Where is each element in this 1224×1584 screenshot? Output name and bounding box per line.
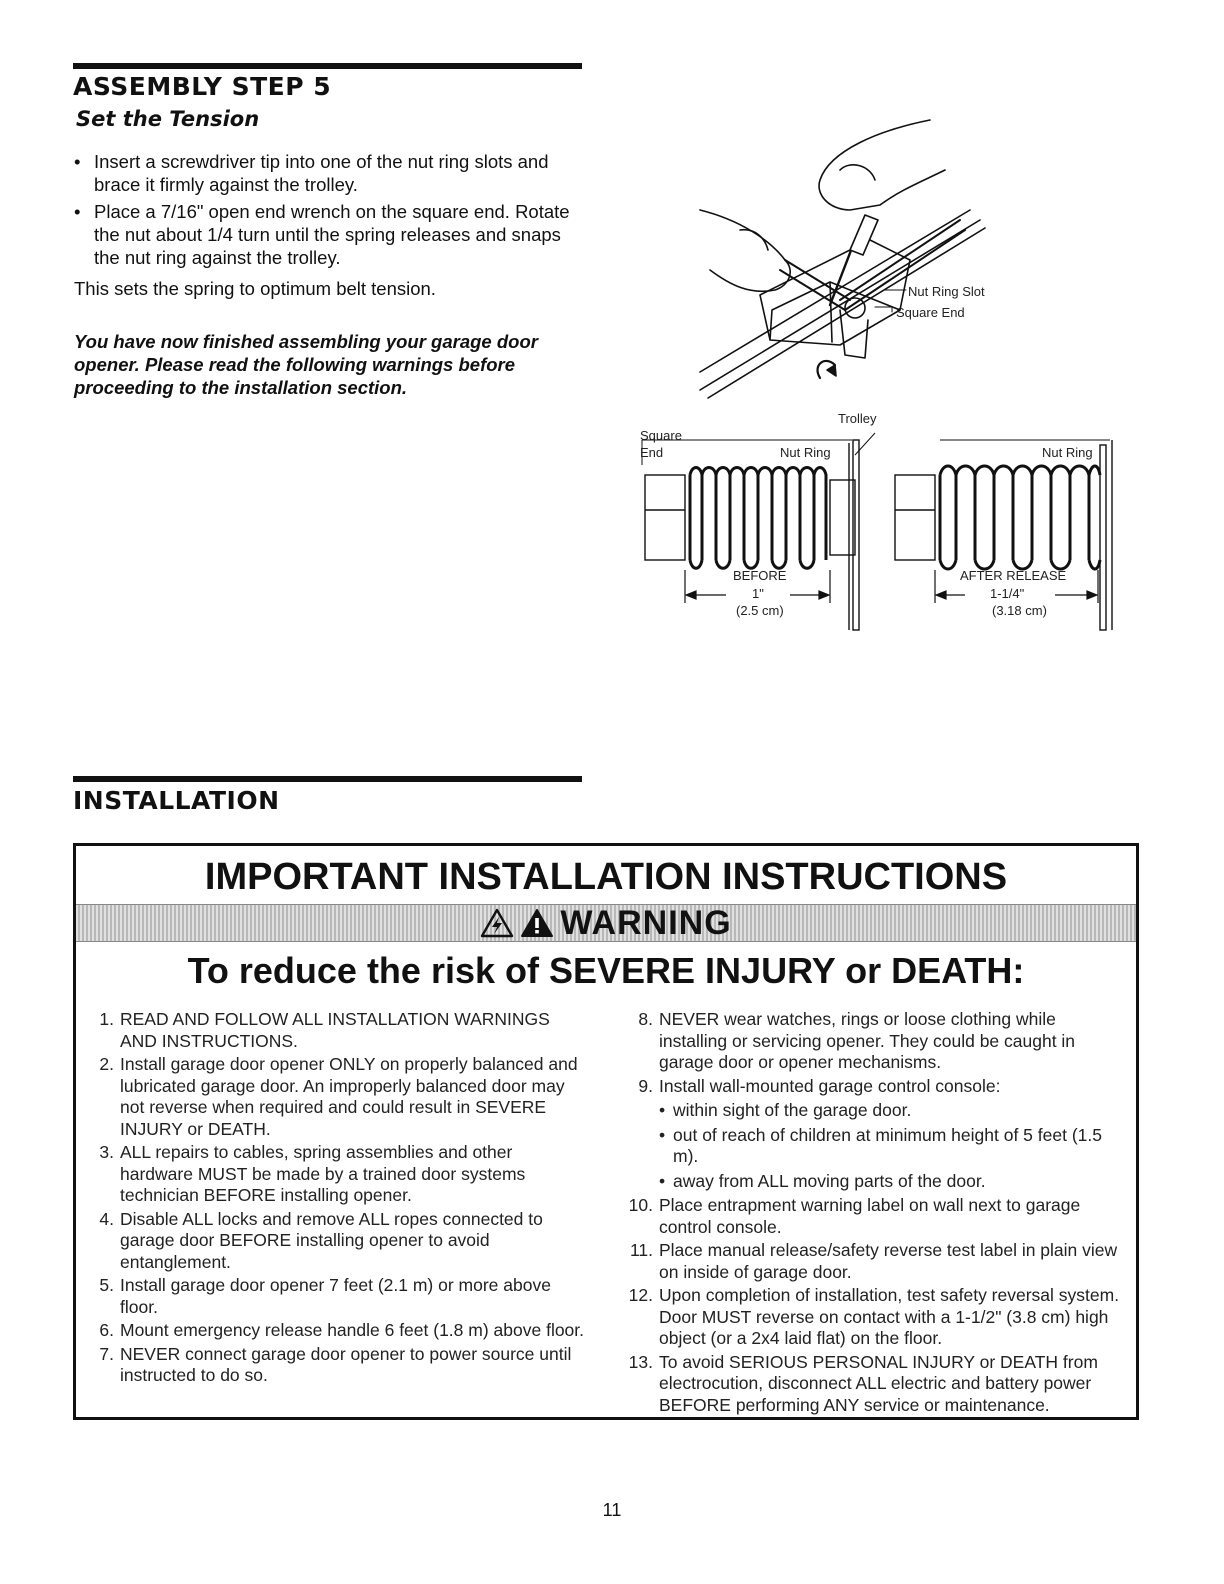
list-item: 5. Install garage door opener 7 feet (2.1 m) or more above floor. — [99, 1275, 551, 1317]
label-before-metric: (2.5 cm) — [736, 603, 784, 618]
warning-subtitle: To reduce the risk of SEVERE INJURY or DEATH: — [187, 950, 1025, 991]
section-rule-installation — [73, 776, 582, 782]
step-note: You have now finished assembling your garage door opener. Please read the following warnings before proceeding to the installation section. — [74, 331, 538, 398]
trolley-illustration — [680, 110, 1020, 410]
trolley-plate-before — [853, 440, 859, 630]
warning-box-title: IMPORTANT INSTALLATION INSTRUCTIONS — [204, 856, 1008, 898]
installation-heading: INSTALLATION — [73, 786, 280, 815]
step-bullet: • Insert a screwdriver tip into one of the nut ring slots and brace it firmly against the trolley. — [74, 150, 574, 196]
label-nut-ring-after: Nut Ring — [1042, 445, 1093, 460]
spring-diagram — [630, 405, 1130, 635]
list-item: 13. To avoid SERIOUS PERSONAL INJURY or DEATH from electrocution, disconnect ALL electric and battery power BEFORE performing ANY service or maintenance. — [628, 1351, 1098, 1415]
step-bullet: • Place a 7/16" open end wrench on the square end. Rotate the nut about 1/4 turn until the spring releases and snaps the nut ring against the trolley. — [74, 200, 574, 269]
warning-band — [76, 904, 1136, 942]
label-before-dim: 1" — [752, 586, 764, 601]
warning-label: WARNING — [560, 903, 732, 942]
warning-box — [73, 843, 1139, 1420]
list-item: 11. Place manual release/safety reverse test label in plain view on inside of garage door. — [629, 1240, 1118, 1282]
step-bullet-list — [74, 150, 574, 273]
list-item: 8. NEVER wear watches, rings or loose clothing while installing or servicing opener. They could be caught in garage door or opener mechanisms. — [638, 1009, 1076, 1072]
console-placement-list — [659, 1100, 1125, 1192]
label-nut-ring-before: Nut Ring — [780, 445, 831, 460]
label-end: End — [640, 445, 664, 460]
page-number: 11 — [602, 1500, 622, 1520]
section-rule-top — [73, 63, 582, 69]
warning-list-left — [86, 1009, 586, 1389]
step-heading: ASSEMBLY STEP 5 — [73, 72, 332, 101]
label-nut-ring-slot: Nut Ring Slot — [908, 284, 985, 299]
warning-alert-icon — [520, 908, 554, 938]
list-item: 4. Disable ALL locks and remove ALL ropes connected to garage door BEFORE installing opener to avoid entanglement. — [99, 1208, 543, 1272]
warning-list-right — [625, 1009, 1125, 1418]
sub-list-item: • within sight of the garage door. — [659, 1100, 1125, 1122]
label-after-release: AFTER RELEASE — [960, 568, 1067, 583]
label-trolley: Trolley — [838, 411, 877, 426]
list-item: 1. READ AND FOLLOW ALL INSTALLATION WARNINGS AND INSTRUCTIONS. — [99, 1009, 550, 1051]
list-item: 6. Mount emergency release handle 6 feet (1.8 m) above floor. — [99, 1320, 585, 1340]
label-square-end: Square End — [896, 305, 965, 320]
label-square: Square — [640, 428, 682, 443]
label-after-metric: (3.18 cm) — [992, 603, 1047, 618]
list-item: 2. Install garage door opener ONLY on properly balanced and lubricated garage door. An improperly balanced door may not reverse when required and could result in SEVERE INJURY or DEATH. — [99, 1054, 578, 1139]
sub-list-item: • away from ALL moving parts of the door. — [659, 1171, 1125, 1193]
step-subheading: Set the Tension — [76, 107, 260, 131]
spring-before — [690, 468, 826, 569]
list-item: 12. Upon completion of installation, test safety reversal system. Door MUST reverse on contact with a 1-1/2" (3.8 cm) high object (or a 2x4 laid flat) on the floor. — [628, 1285, 1120, 1348]
nut-ring-before — [830, 480, 855, 555]
electrical-hazard-icon — [480, 908, 514, 938]
spring-after — [940, 466, 1100, 569]
step-result-text: This sets the spring to optimum belt tension. — [74, 278, 436, 299]
label-before: BEFORE — [733, 568, 787, 583]
square-end-after — [895, 475, 935, 560]
list-item: 9. Install wall-mounted garage control console: • within sight of the garage door. • out of reach of children at minimum height of 5 feet (1.5 m). • away from ALL moving parts of the door. — [625, 1076, 1125, 1193]
list-item: 10. Place entrapment warning label on wall next to garage control console. — [628, 1195, 1081, 1237]
sub-list-item: • out of reach of children at minimum height of 5 feet (1.5 m). — [659, 1125, 1125, 1168]
square-end-before — [645, 475, 685, 560]
list-item: 7. NEVER connect garage door opener to power source until instructed to do so. — [99, 1343, 572, 1385]
label-after-dim: 1-1/4" — [990, 586, 1025, 601]
list-item: 3. ALL repairs to cables, spring assemblies and other hardware MUST be made by a trained door systems technician BEFORE installing opener. — [99, 1142, 526, 1205]
